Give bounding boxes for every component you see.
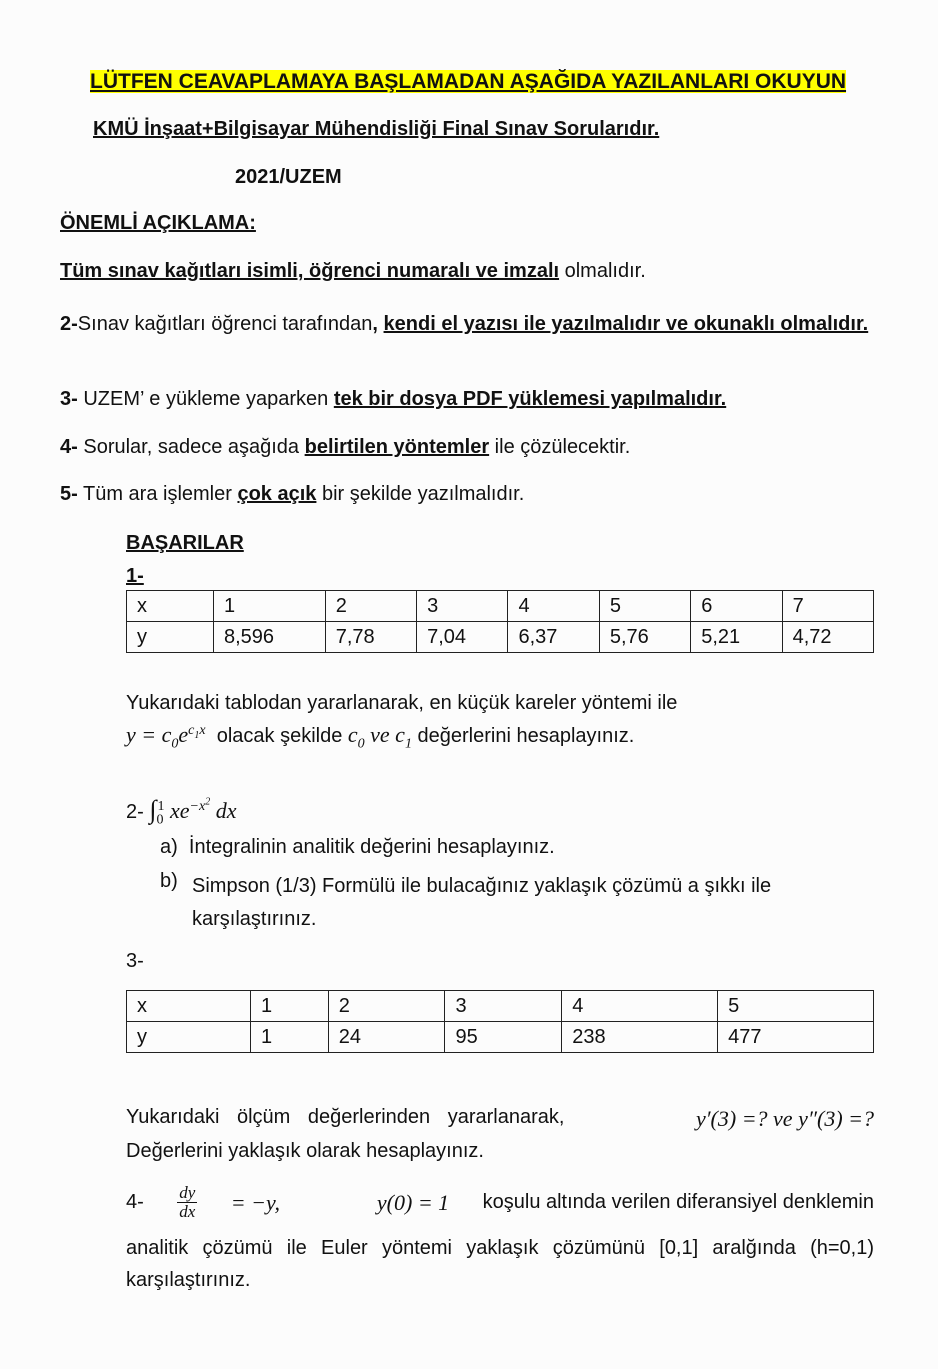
table-row	[127, 591, 874, 622]
note-item-1: Tüm sınav kağıtları isimli, öğrenci numaralı ve imzalı olmalıdır.	[60, 260, 646, 282]
q3-label: 3-	[126, 950, 144, 972]
table-row	[127, 1022, 874, 1053]
note-item-2: 2-Sınav kağıtları öğrenci tarafından, kendi el yazısı ile yazılmalıdır ve okunaklı olmalıdır.	[60, 313, 869, 335]
table-row	[127, 622, 874, 653]
q4-label: 4-	[126, 1191, 144, 1213]
q4-text-2: analitik çözümü ile Euler yöntemi yaklaşık çözümünü [0,1] aralğında (h=0,1) karşılaştırınız.	[126, 1237, 874, 1291]
table-cell: y	[127, 1022, 251, 1053]
q4-equation: = −y,	[230, 1189, 280, 1215]
table-cell: 6,37	[508, 622, 599, 653]
table-cell: 7,04	[417, 622, 508, 653]
table-cell: 7,78	[325, 622, 416, 653]
q1-formula: $y = c_0e^{c_1x}$	[126, 722, 206, 752]
q4-line-1: 4- $\frac{dy}{dx}$ = −y, y(0) = 1 koşulu altında verilen diferansiyel denklemin	[126, 1183, 874, 1221]
table-cell: 95	[445, 1022, 562, 1053]
table-cell: 24	[328, 1022, 445, 1053]
table-cell: 4	[562, 991, 718, 1022]
table-cell: x	[127, 991, 251, 1022]
notice-text: LÜTFEN CEAVAPLAMAYA BAŞLAMADAN AŞAĞIDA YAZILANLARI OKUYUN	[90, 70, 847, 93]
table-cell: 3	[445, 991, 562, 1022]
table-cell: y	[127, 622, 214, 653]
table-cell: 2	[328, 991, 445, 1022]
note-item-5: 5- Tüm ara işlemler çok açık bir şekilde yazılmalıdır.	[60, 483, 525, 505]
q2-integral: $\int_0^1$ $xe^{-x^2}$ dx	[149, 795, 237, 828]
table-cell: 7	[782, 591, 873, 622]
q2-label: 2-	[126, 801, 144, 823]
q1-label: 1-	[126, 565, 144, 587]
q3-text-1: Yukarıdaki ölçüm değerlerinden yararlanarak, y′(3) =? ve y″(3) =?	[126, 1106, 874, 1131]
table-cell: 5	[599, 591, 690, 622]
note-item-3: 3- UZEM’ e yükleme yaparken tek bir dosya PDF yüklemesi yapılmalıdır.	[60, 388, 727, 410]
table-cell: 5,21	[691, 622, 782, 653]
q1-text-2: $y = c_0e^{c_1x}$ olacak şekilde $c_0$ ve $c_1$ değerlerini hesaplayınız.	[126, 722, 635, 752]
table-cell: 5,76	[599, 622, 690, 653]
table-cell: x	[127, 591, 214, 622]
q1-text-1: Yukarıdaki tablodan yararlanarak, en küçük kareler yöntemi ile	[126, 692, 678, 714]
q1-table	[126, 590, 874, 653]
notice-banner	[90, 70, 846, 94]
notes-heading: ÖNEMLİ AÇIKLAMA:	[60, 212, 256, 234]
table-cell: 5	[718, 991, 874, 1022]
note-item-4: 4- Sorular, sadece aşağıda belirtilen yöntemler ile çözülecektir.	[60, 436, 631, 458]
q2-item-b: Simpson (1/3) Formülü ile bulacağınız yaklaşık çözümü a şıkkı ile karşılaştırınız.	[192, 875, 772, 930]
q3-table	[126, 990, 874, 1053]
closing-text: BAŞARILAR	[126, 532, 244, 554]
table-cell: 4,72	[782, 622, 873, 653]
course-title: KMÜ İnşaat+Bilgisayar Mühendisliği Final Sınav Sorularıdır.	[93, 118, 660, 140]
table-row	[127, 991, 874, 1022]
table-cell: 1	[251, 991, 329, 1022]
table-cell: 2	[325, 591, 416, 622]
table-cell: 1	[214, 591, 326, 622]
q2-item-a: a) İntegralinin analitik değerini hesaplayınız.	[160, 836, 555, 858]
q4-initial-condition: y(0) = 1	[376, 1189, 450, 1215]
table-cell: 6	[691, 591, 782, 622]
exam-year: 2021/UZEM	[235, 166, 342, 188]
table-cell: 1	[251, 1022, 329, 1053]
q3-text-2: Değerlerini yaklaşık olarak hesaplayınız.	[126, 1140, 484, 1162]
table-cell: 477	[718, 1022, 874, 1053]
q4-fraction: $\frac{dy}{dx}$	[179, 1183, 196, 1221]
q2-header	[126, 795, 236, 828]
table-cell: 3	[417, 591, 508, 622]
table-cell: 238	[562, 1022, 718, 1053]
q2-item-b-label: b)	[160, 870, 178, 892]
q1-coeffs: $c_0$ ve $c_1$	[347, 722, 412, 752]
q3-derivatives: y′(3) =? ve y″(3) =?	[695, 1106, 874, 1131]
table-cell: 4	[508, 591, 599, 622]
table-cell: 8,596	[214, 622, 326, 653]
